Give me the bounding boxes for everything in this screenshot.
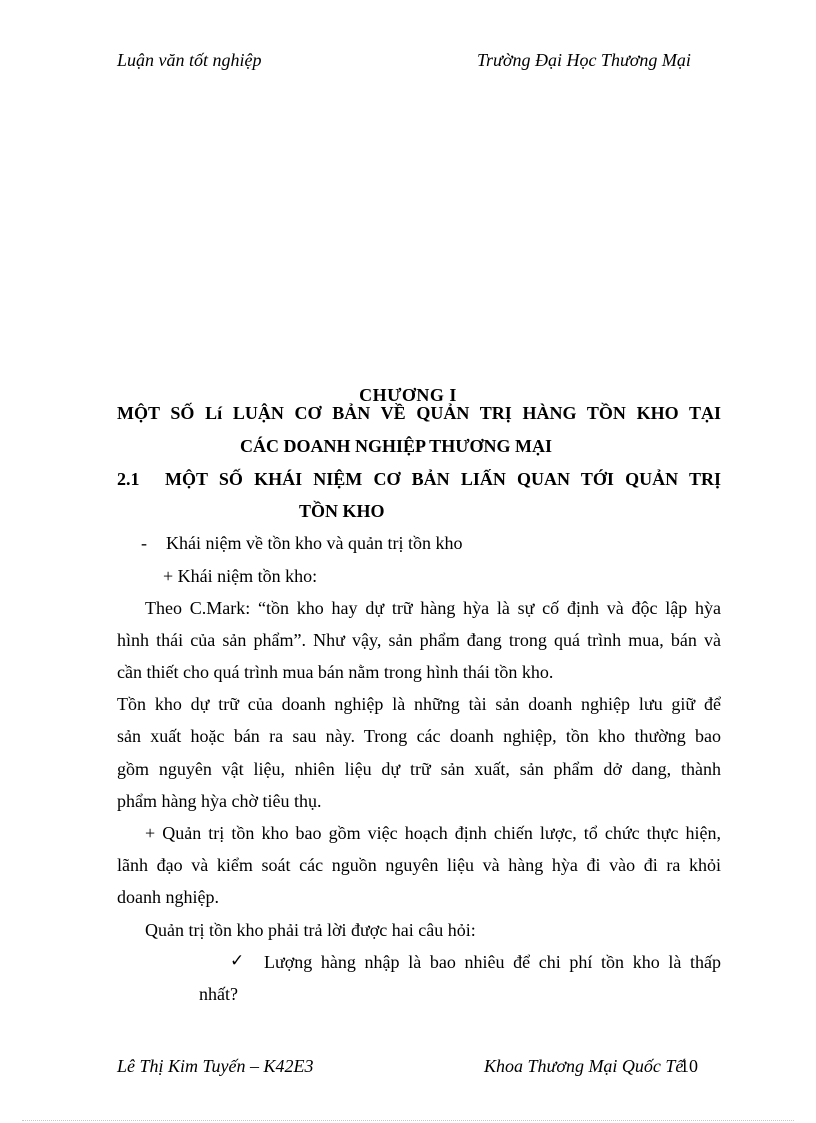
chapter-title-line2: CÁC DOANH NGHIỆP THƯƠNG MẠI bbox=[240, 436, 553, 456]
checkmark-icon: ✓ bbox=[230, 951, 245, 971]
section-title-line1: MỘT SỐ KHÁI NIỆM CƠ BẢN LIẤN QUAN TỚI QUẢN TRỊ bbox=[165, 469, 721, 489]
paragraph-line: cần thiết cho quá trình mua bán nằm trong hình thái tồn kho. bbox=[117, 662, 554, 682]
section-title-line2: TỒN KHO bbox=[299, 501, 385, 521]
header-right: Trường Đại Học Thương Mại bbox=[477, 50, 691, 70]
list-item: Khái niệm về tồn kho và quản trị tồn kho bbox=[166, 533, 463, 553]
section-number: 2.1 bbox=[117, 469, 140, 489]
paragraph-line: + Quản trị tồn kho bao gồm việc hoạch định chiến lược, tổ chức thực hiện, bbox=[145, 823, 721, 843]
paragraph-line: Tồn kho dự trữ của doanh nghiệp là những tài sản doanh nghiệp lưu giữ để bbox=[117, 694, 721, 714]
paragraph-line: Theo C.Mark: “tồn kho hay dự trữ hàng hỳa là sự cố định và độc lập hỳa bbox=[145, 598, 721, 618]
paragraph-line: lãnh đạo và kiểm soát các nguồn nguyên liệu và hàng hỳa đi vào đi ra khỏi bbox=[117, 855, 721, 875]
bullet-dash: - bbox=[141, 533, 147, 553]
paragraph-line: Quản trị tồn kho phải trả lời được hai câu hỏi: bbox=[145, 920, 476, 940]
footer-right: Khoa Thương Mại Quốc Tế bbox=[484, 1056, 684, 1076]
footer-left: Lê Thị Kim Tuyến – K42E3 bbox=[117, 1056, 314, 1076]
page-border-divider bbox=[22, 1120, 794, 1121]
paragraph-line: doanh nghiệp. bbox=[117, 887, 219, 907]
chapter-label: CHƯƠNG I bbox=[359, 385, 457, 405]
question-line: nhất? bbox=[199, 984, 238, 1004]
header-left: Luận văn tốt nghiệp bbox=[117, 50, 262, 70]
paragraph-line: sản xuất hoặc bán ra sau này. Trong các doanh nghiệp, tồn kho thường bao bbox=[117, 726, 721, 746]
paragraph-line: gồm nguyên vật liệu, nhiên liệu dự trữ sản xuất, sản phẩm dở dang, thành bbox=[117, 759, 721, 779]
question-line: Lượng hàng nhập là bao nhiêu để chi phí tồn kho là thấp bbox=[264, 952, 721, 972]
chapter-title-line1: MỘT SỐ Lí LUẬN CƠ BẢN VỀ QUẢN TRỊ HÀNG TỒN KHO TẠI bbox=[117, 403, 721, 423]
paragraph-line: phẩm hàng hỳa chờ tiêu thụ. bbox=[117, 791, 322, 811]
page-number: 10 bbox=[680, 1056, 698, 1076]
paragraph-line: hình thái của sản phẩm”. Như vậy, sản phẩm đang trong quá trình mua, bán và bbox=[117, 630, 721, 650]
sub-item: + Khái niệm tồn kho: bbox=[163, 566, 318, 586]
